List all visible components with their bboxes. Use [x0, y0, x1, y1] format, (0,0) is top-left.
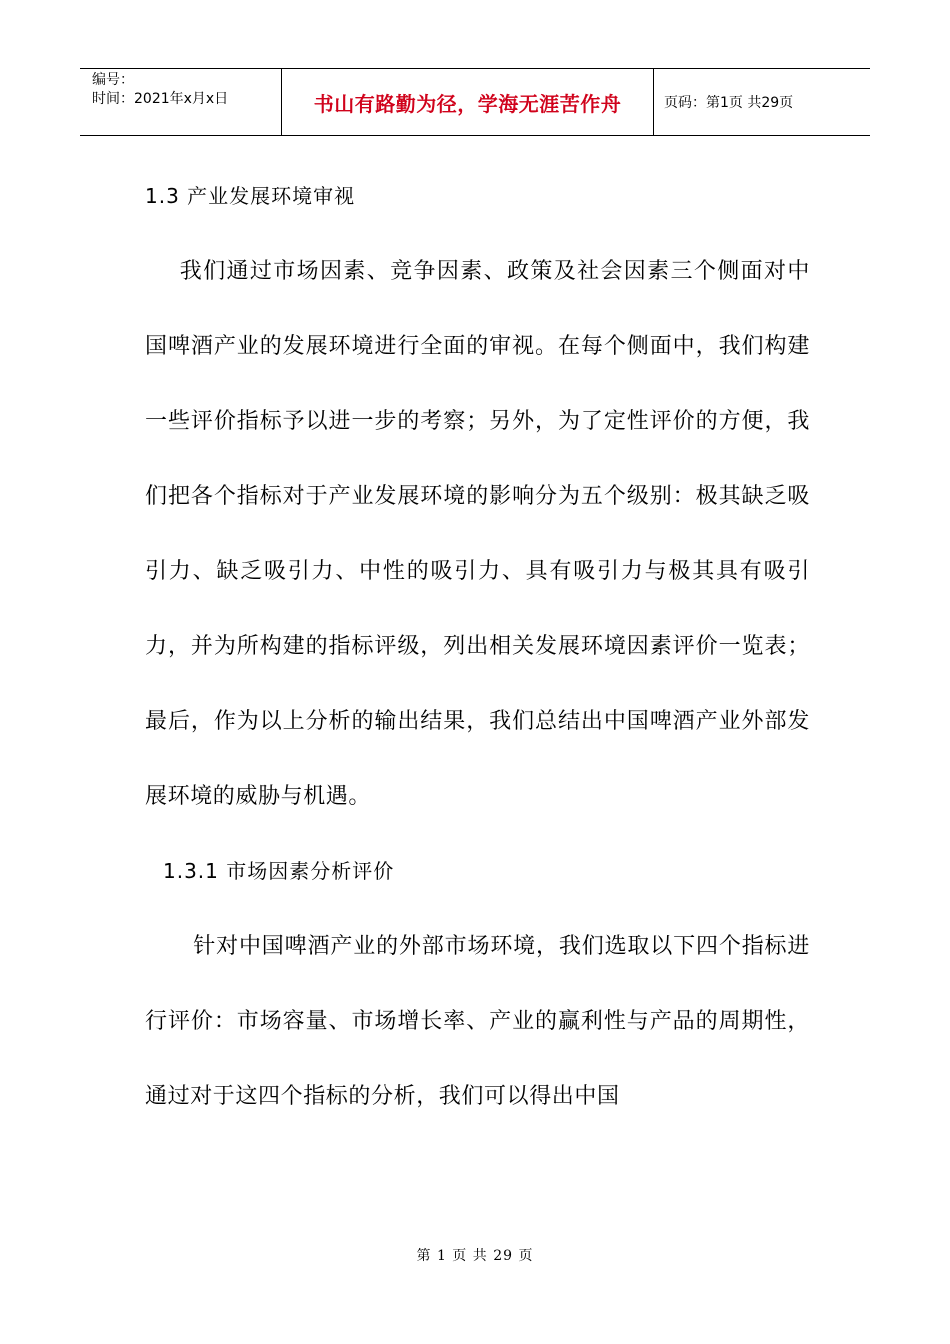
section-paragraph: [145, 234, 810, 834]
document-time-label: 时间：2021年x月x日: [92, 91, 229, 107]
section-heading: 1.3 产业发展环境审视: [145, 184, 356, 208]
subsection-paragraph-text: 针对中国啤酒产业的外部市场环境，我们选取以下四个指标进行评价：市场容量、市场增长率、产业的赢利性与产品的周期性，通过对于这四个指标的分析，我们可以得出中国: [145, 934, 810, 1109]
document-number-label: 编号：: [92, 72, 134, 88]
document-header: [80, 68, 870, 136]
header-meta-cell: [80, 69, 282, 135]
page-footer: 第 1 页 共 29 页: [416, 1248, 534, 1264]
header-motto: 书山有路勤为径，学海无涯苦作舟: [282, 69, 654, 135]
subsection-paragraph: [145, 909, 810, 1134]
document-body: [145, 178, 810, 1134]
header-page-info: 页码：第1页 共29页: [664, 95, 794, 111]
subsection-heading: 1.3.1 市场因素分析评价: [163, 859, 395, 883]
section-paragraph-text: 我们通过市场因素、竞争因素、政策及社会因素三个侧面对中国啤酒产业的发展环境进行全面的审视。在每个侧面中，我们构建一些评价指标予以进一步的考察；另外，为了定性评价的方便，我们把各个指标对于产业发展环境的影响分为五个级别：极其缺乏吸引力、缺乏吸引力、中性的吸引力、具有吸引力与极其具有吸引力，并为所构建的指标评级，列出相关发展环境因素评价一览表；最后，作为以上分析的输出结果，我们总结出中国啤酒产业外部发展环境的威胁与机遇。: [145, 259, 810, 809]
